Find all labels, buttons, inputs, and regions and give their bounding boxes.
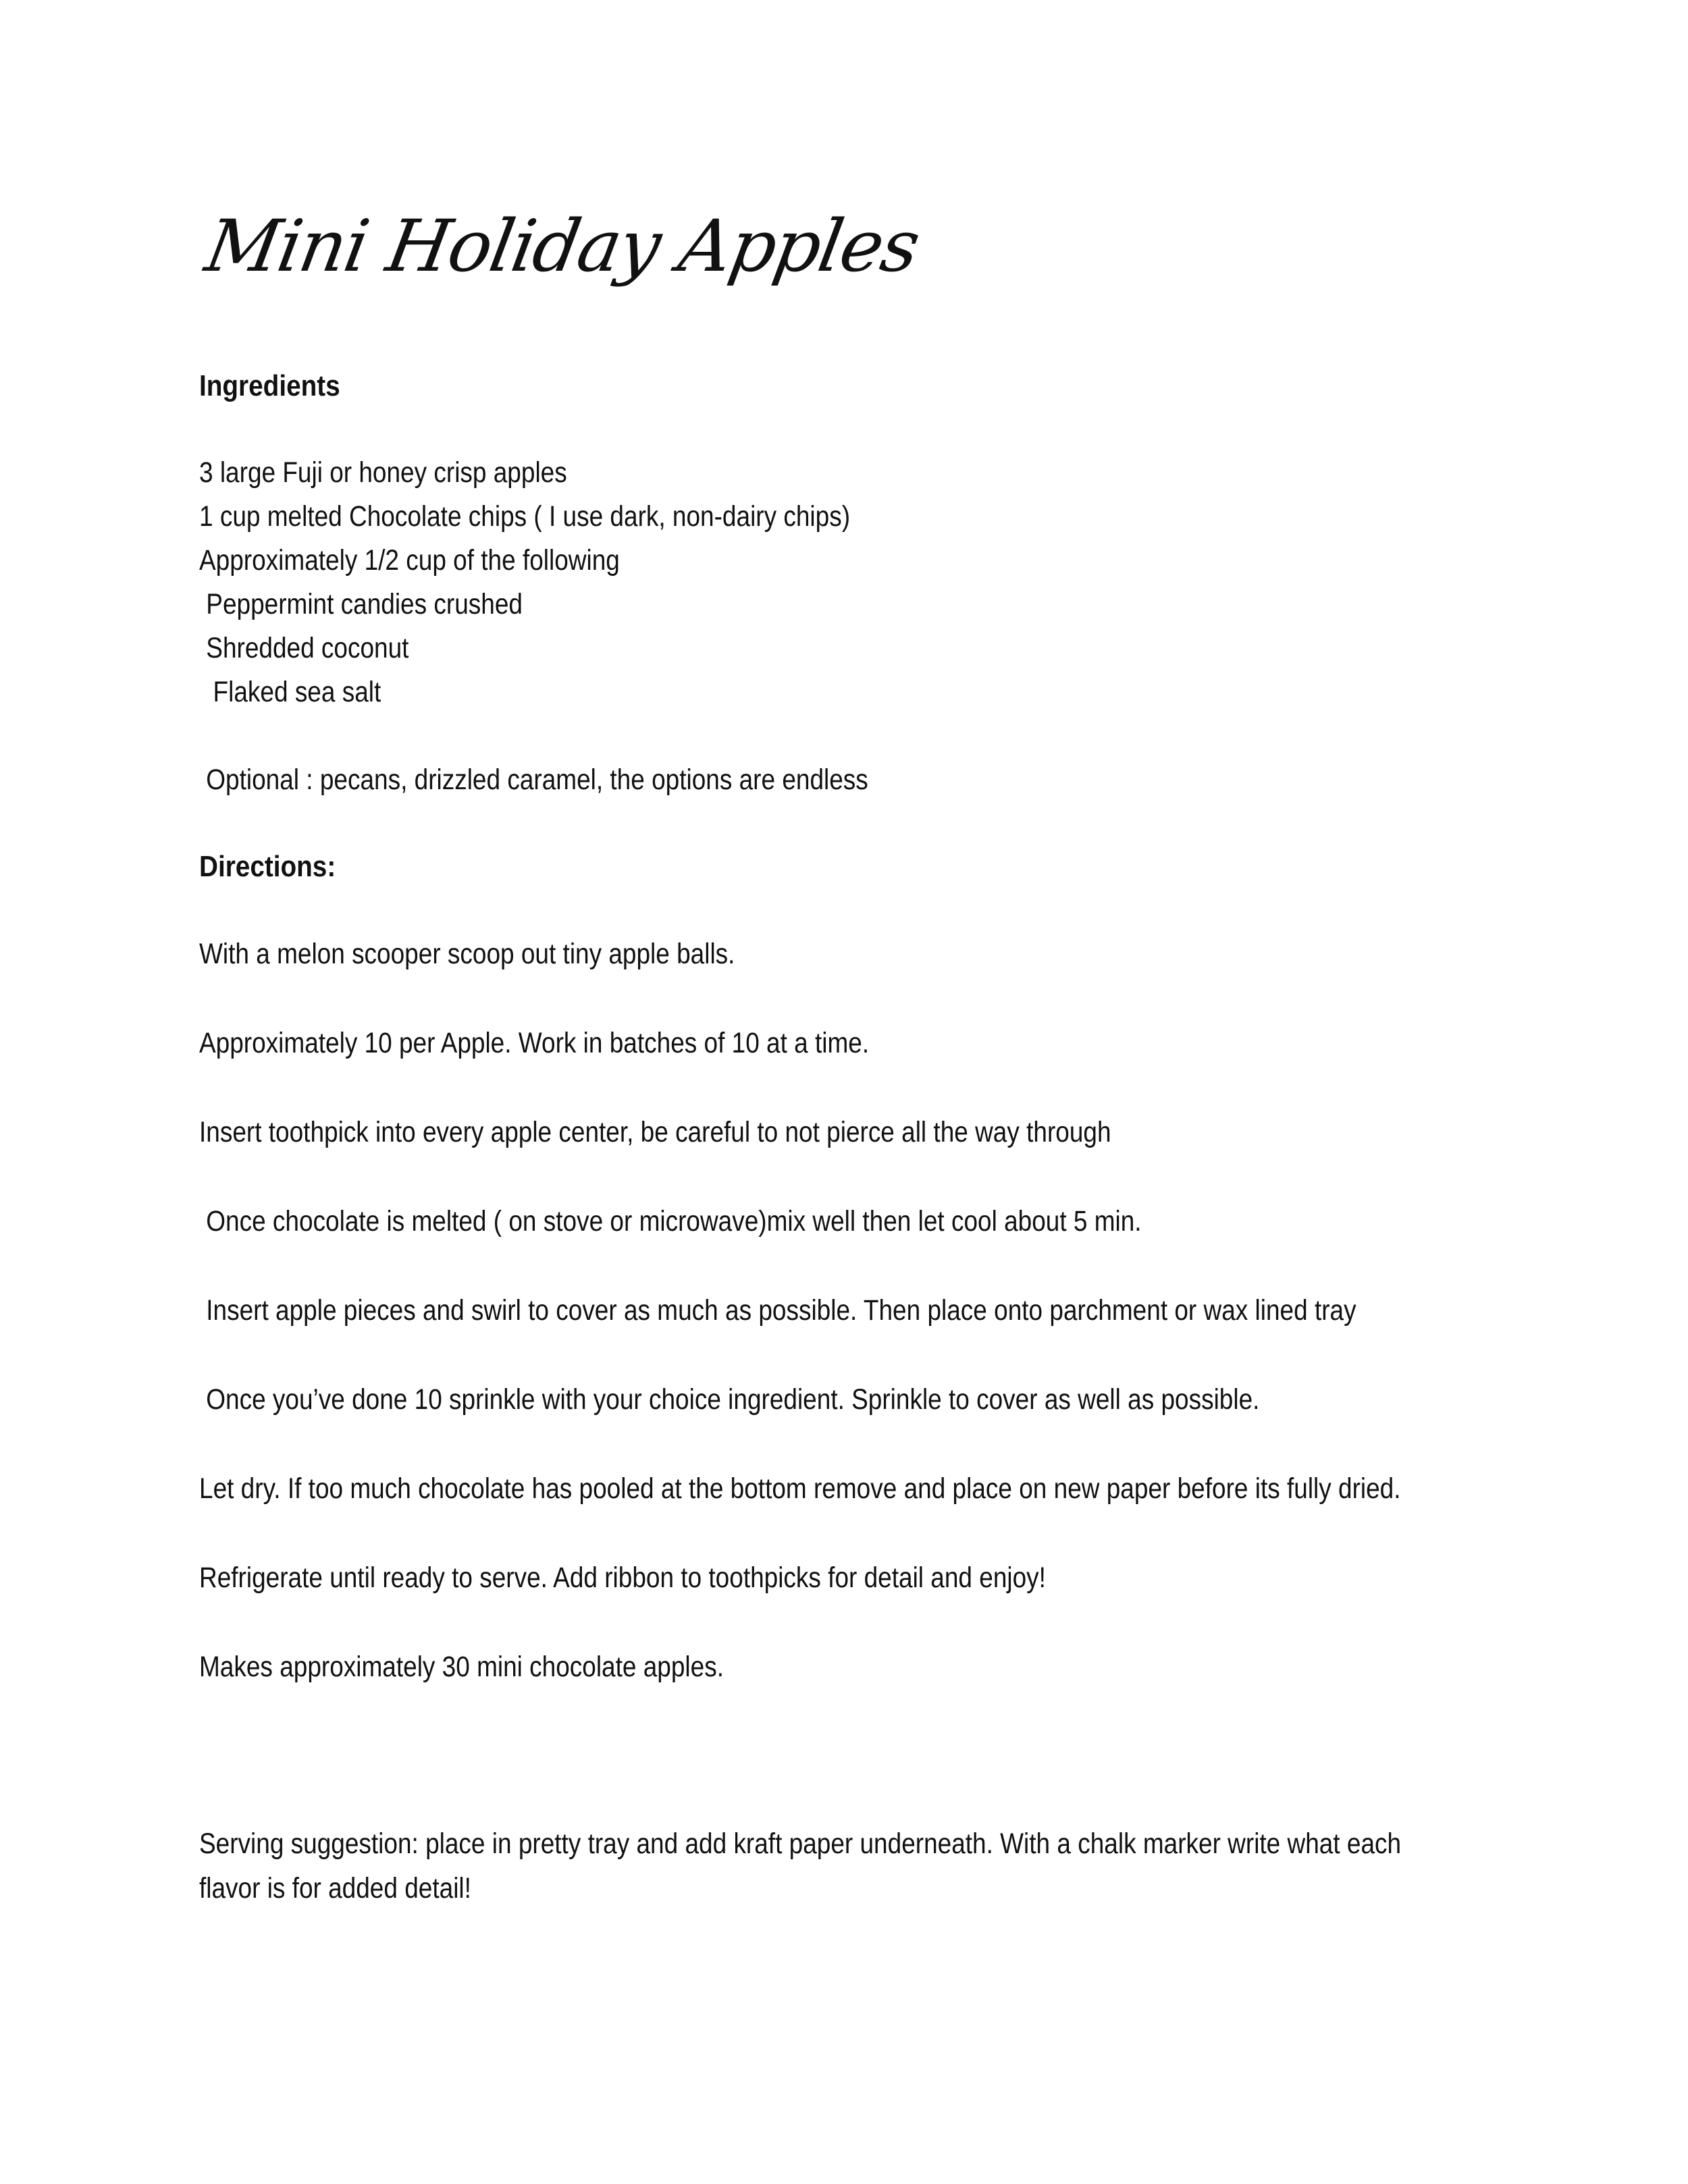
ingredient-item: Shredded coconut — [199, 632, 409, 664]
direction-step: Once you’ve done 10 sprinkle with your choice ingredient. Sprinkle to cover as well as possible. — [199, 1383, 1260, 1416]
direction-step: With a melon scooper scoop out tiny apple balls. — [199, 938, 735, 970]
optional-note: Optional : pecans, drizzled caramel, the options are endless — [199, 764, 868, 796]
ingredient-item: 3 large Fuji or honey crisp apples — [199, 456, 567, 489]
direction-step: Refrigerate until ready to serve. Add ribbon to toothpicks for detail and enjoy! — [199, 1562, 1046, 1594]
direction-step: Approximately 10 per Apple. Work in batches of 10 at a time. — [199, 1027, 870, 1059]
direction-step: Let dry. If too much chocolate has pooled at the bottom remove and place on new paper before its fully dried. — [199, 1472, 1401, 1505]
serving-suggestion-line: flavor is for added detail! — [199, 1872, 471, 1905]
direction-step: Makes approximately 30 mini chocolate apples. — [199, 1651, 724, 1683]
direction-step: Insert toothpick into every apple center, be careful to not pierce all the way through — [199, 1116, 1111, 1148]
ingredients-list — [199, 451, 1516, 714]
recipe-content — [199, 203, 1516, 1911]
serving-suggestion — [199, 1821, 1516, 1911]
direction-step: Insert apple pieces and swirl to cover as much as possible. Then place onto parchment or wax lined tray — [199, 1294, 1356, 1327]
direction-step: Once chocolate is melted ( on stove or microwave)mix well then let cool about 5 min. — [199, 1205, 1142, 1237]
directions-heading: Directions: — [199, 850, 336, 883]
ingredient-item: Approximately 1/2 cup of the following — [199, 544, 620, 577]
ingredient-item: 1 cup melted Chocolate chips ( I use dark, non-dairy chips) — [199, 500, 851, 533]
ingredient-item: Peppermint candies crushed — [199, 588, 523, 620]
directions-list — [199, 932, 1516, 1689]
serving-suggestion-line: Serving suggestion: place in pretty tray and add kraft paper underneath. With a chalk marker write what each — [199, 1828, 1402, 1860]
recipe-title: Mini Holiday Apples — [199, 205, 925, 288]
ingredient-item: Flaked sea salt — [199, 676, 381, 708]
ingredients-heading: Ingredients — [199, 369, 340, 402]
